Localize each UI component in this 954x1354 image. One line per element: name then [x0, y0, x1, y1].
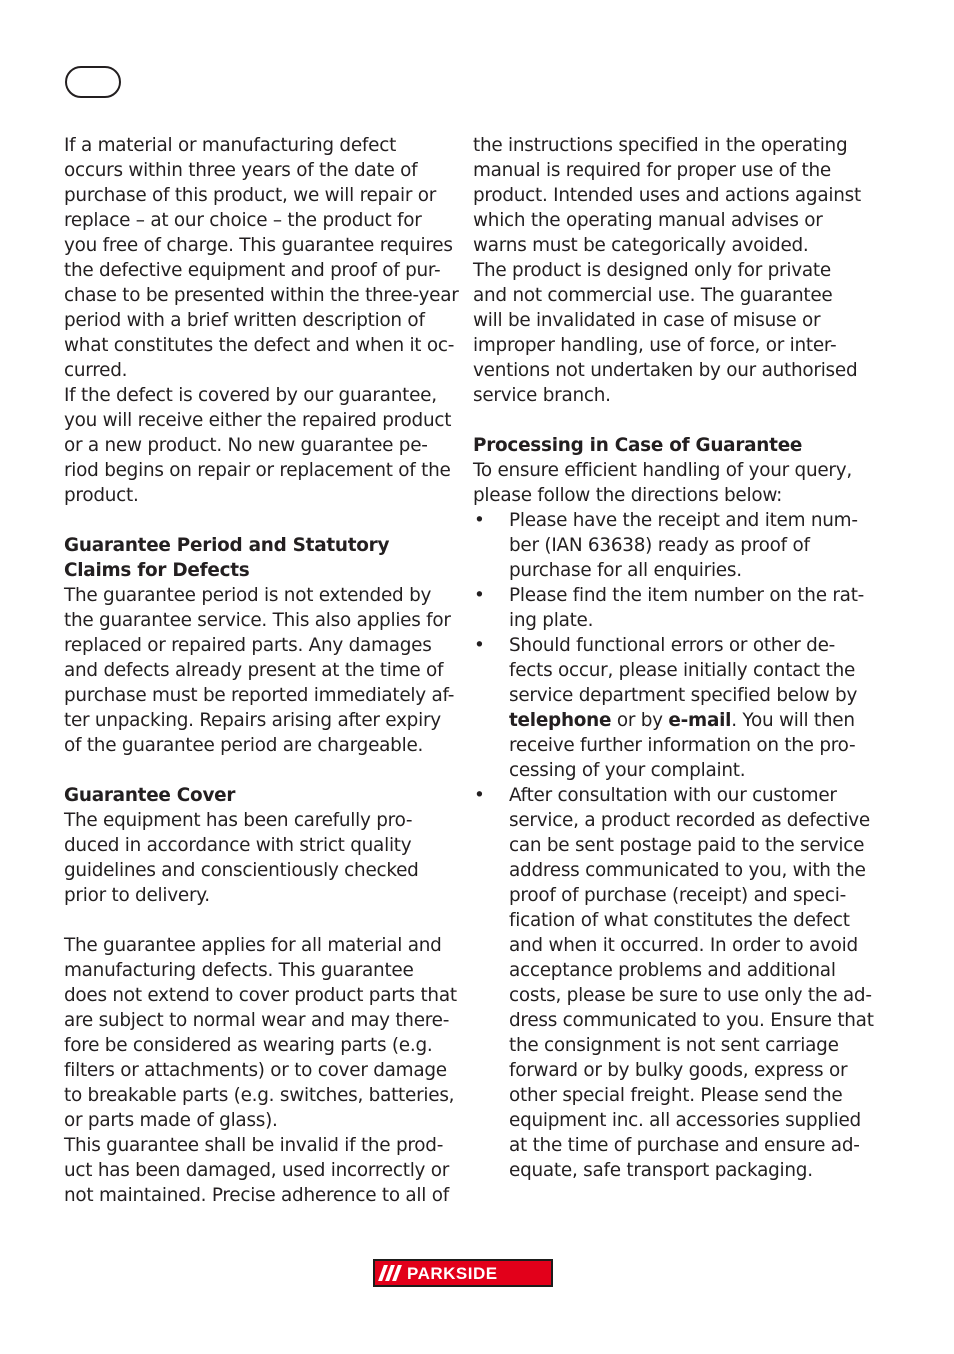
list-item [473, 783, 874, 1183]
continued-paragraph [473, 133, 865, 408]
text-line: The equipment has been carefully pro- [64, 810, 413, 831]
telephone-emphasis: telephone [509, 710, 612, 731]
text-line: warns must be categorically avoided. [473, 235, 809, 256]
text-line: equipment inc. all accessories supplied [509, 1110, 861, 1131]
right-column [473, 133, 874, 1183]
text-line: please follow the directions below: [473, 485, 783, 506]
left-column [64, 133, 459, 1208]
text-line: purchase must be reported immediately af- [64, 685, 455, 706]
text-line: what constitutes the defect and when it oc- [64, 335, 455, 356]
intro-paragraph [64, 133, 459, 508]
logo-stripes-icon [381, 1265, 399, 1281]
list-item [473, 583, 865, 633]
text-fragment: or by [611, 710, 669, 731]
guarantee-cover-paragraph [64, 808, 454, 908]
text-line: dress communicated to you. Ensure that [509, 1010, 874, 1031]
text-line: proof of purchase (receipt) and speci- [509, 885, 846, 906]
text-line: ber (IAN 63638) ready as proof of [509, 535, 810, 556]
text-line: manufacturing defects. This guarantee [64, 960, 414, 981]
text-line: ventions not undertaken by our authorised [473, 360, 858, 381]
text-line: you will receive either the repaired product [64, 410, 452, 431]
bullet-icon: • [474, 585, 485, 606]
text-line: Please find the item number on the rat- [509, 585, 865, 606]
text-line [509, 708, 865, 733]
text-line: to breakable parts (e.g. switches, batteries, [64, 1085, 455, 1106]
bullet-icon: • [474, 785, 485, 806]
text-line: are subject to normal wear and may there- [64, 1010, 450, 1031]
text-line: The guarantee period is not extended by [64, 585, 432, 606]
guarantee-scope-paragraph [64, 933, 457, 1208]
text-line: replaced or repaired parts. Any damages [64, 635, 432, 656]
text-line: address communicated to you, with the [509, 860, 866, 881]
text-line: ter unpacking. Repairs arising after expiry [64, 710, 441, 731]
text-line: or a new product. No new guarantee pe- [64, 435, 428, 456]
text-line: This guarantee shall be invalid if the prod- [64, 1135, 444, 1156]
bullet-icon: • [474, 635, 485, 656]
text-line: at the time of purchase and ensure ad- [509, 1135, 860, 1156]
text-line: To ensure efficient handling of your query, [473, 460, 852, 481]
text-line: fication of what constitutes the defect [509, 910, 850, 931]
guarantee-period-paragraph [64, 583, 454, 758]
text-line: riod begins on repair or replacement of the [64, 460, 451, 481]
text-line: the guarantee service. This also applies for [64, 610, 451, 631]
text-line: will be invalidated in case of misuse or [473, 310, 821, 331]
text-line: receive further information on the pro- [509, 735, 856, 756]
text-line: and not commercial use. The guarantee [473, 285, 833, 306]
text-line: occurs within three years of the date of [64, 160, 418, 181]
text-line: uct has been damaged, used incorrectly or [64, 1160, 450, 1181]
text-line: or parts made of glass). [64, 1110, 278, 1131]
text-line: If a material or manufacturing defect [64, 135, 397, 156]
section-heading-guarantee-period-2: Claims for Defects [64, 560, 250, 581]
text-line: the defective equipment and proof of pur- [64, 260, 441, 281]
language-badge [65, 66, 121, 98]
section-heading-guarantee-period: Guarantee Period and Statutory [64, 535, 390, 556]
text-line: can be sent postage paid to the service [509, 835, 865, 856]
section-heading-guarantee-cover: Guarantee Cover [64, 785, 236, 806]
logo-wordmark: PARKSIDE [407, 1263, 498, 1283]
text-line: improper handling, use of force, or inter- [473, 335, 837, 356]
text-fragment: . You will then [731, 710, 855, 731]
text-line: After consultation with our customer [509, 785, 837, 806]
list-item [473, 633, 865, 783]
text-line: and defects already present at the time of [64, 660, 444, 681]
text-line: the consignment is not sent carriage [509, 1035, 839, 1056]
text-line: cessing of your complaint. [509, 760, 746, 781]
directions-list [473, 508, 874, 1183]
text-line: replace – at our choice – the product for [64, 210, 422, 231]
list-item [473, 508, 865, 583]
text-line: Please have the receipt and item num- [509, 510, 858, 531]
text-line: purchase of this product, we will repair or [64, 185, 437, 206]
text-line: purchase for all enquiries. [509, 560, 742, 581]
bullet-icon: • [474, 510, 485, 531]
text-line: service branch. [473, 385, 611, 406]
text-line: you free of charge. This guarantee requires [64, 235, 453, 256]
text-line: The product is designed only for private [473, 260, 831, 281]
text-line: and when it occurred. In order to avoid [509, 935, 858, 956]
text-line: acceptance problems and additional [509, 960, 836, 981]
text-line: fects occur, please initially contact the [509, 660, 856, 681]
parkside-logo [373, 1259, 553, 1287]
section-heading-processing: Processing in Case of Guarantee [473, 435, 803, 456]
text-line: of the guarantee period are chargeable. [64, 735, 424, 756]
text-line: service department specified below by [509, 685, 858, 706]
text-line: the instructions specified in the operating [473, 135, 848, 156]
text-line: filters or attachments) or to cover damage [64, 1060, 447, 1081]
text-line: manual is required for proper use of the [473, 160, 831, 181]
email-emphasis: e-mail [668, 710, 732, 731]
text-line: which the operating manual advises or [473, 210, 823, 231]
text-line: duced in accordance with strict quality [64, 835, 412, 856]
text-line: costs, please be sure to use only the ad- [509, 985, 872, 1006]
text-line: service, a product recorded as defective [509, 810, 870, 831]
text-line: period with a brief written description of [64, 310, 425, 331]
text-line: forward or by bulky goods, express or [509, 1060, 848, 1081]
text-line: curred. [64, 360, 128, 381]
text-line: not maintained. Precise adherence to all of [64, 1185, 449, 1206]
text-line: The guarantee applies for all material and [64, 935, 442, 956]
text-line: equate, safe transport packaging. [509, 1160, 813, 1181]
text-line: product. [64, 485, 139, 506]
text-line: guidelines and conscientiously checked [64, 860, 419, 881]
text-line: does not extend to cover product parts that [64, 985, 457, 1006]
text-line: prior to delivery. [64, 885, 210, 906]
text-line: product. Intended uses and actions against [473, 185, 861, 206]
text-line: chase to be presented within the three-year [64, 285, 459, 306]
text-line: Should functional errors or other de- [509, 635, 836, 656]
text-line: If the defect is covered by our guarantee, [64, 385, 437, 406]
text-line: other special freight. Please send the [509, 1085, 843, 1106]
text-line: fore be considered as wearing parts (e.g. [64, 1035, 433, 1056]
text-line: ing plate. [509, 610, 594, 631]
